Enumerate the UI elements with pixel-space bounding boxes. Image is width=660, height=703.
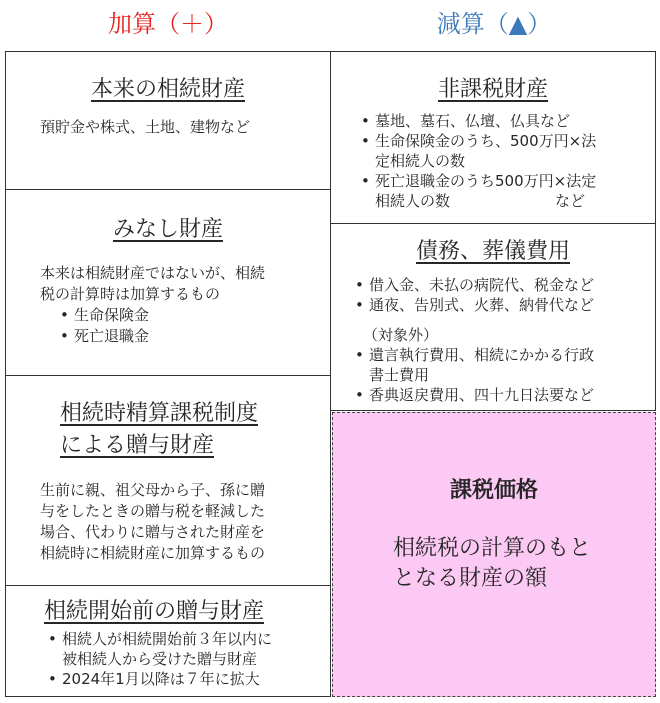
item-line: • 生命保険金のうち、500万円×法 xyxy=(375,132,597,150)
list-item xyxy=(359,111,655,131)
list-item xyxy=(359,171,655,211)
debts-funeral-title: 債務、葬儀費用 xyxy=(415,239,570,264)
header-subtraction: 減算（▲） xyxy=(436,10,552,38)
deemed-property-desc xyxy=(40,263,330,305)
deemed-property-list xyxy=(58,305,330,347)
list-item xyxy=(46,629,330,669)
deemed-desc-line: 本来は相続財産ではないが、相続 xyxy=(40,264,266,282)
excluded-list xyxy=(353,345,655,405)
title-line: による贈与財産 xyxy=(60,433,215,458)
item-line: • 墓地、墓石、仏壇、仏具など xyxy=(375,112,571,130)
settlement-gift-desc xyxy=(40,480,330,564)
deemed-property-title: みなし財産 xyxy=(112,217,223,242)
box-deemed-property xyxy=(5,189,331,376)
list-item xyxy=(353,345,655,385)
title-line: 相続時精算課税制度 xyxy=(60,401,259,426)
item-line: 定相続人の数 xyxy=(375,152,466,170)
inherent-property-desc: 預貯金や株式、土地、建物など xyxy=(40,118,251,136)
desc-line: 与をしたときの贈与税を軽減した xyxy=(40,502,266,520)
list-item xyxy=(359,131,655,171)
item-line: 相続人の数 など xyxy=(375,192,586,210)
box-taxable-value xyxy=(332,412,656,697)
list-item xyxy=(46,669,330,689)
taxable-value-desc xyxy=(393,534,655,594)
inherent-property-title: 本来の相続財産 xyxy=(90,77,245,102)
box-settlement-taxation-gift xyxy=(5,375,331,586)
list-item: • 生命保険金 xyxy=(58,305,330,326)
header-addition: 加算（＋） xyxy=(108,10,228,38)
settlement-gift-title xyxy=(60,398,330,462)
taxable-value-title: 課税価格 xyxy=(449,478,538,503)
list-item: • 通夜、告別式、火葬、納骨代など xyxy=(353,295,655,315)
pre-inheritance-gift-list xyxy=(46,629,330,689)
tax-exempt-title: 非課税財産 xyxy=(437,77,548,102)
desc-line: 生前に親、祖父母から子、孫に贈 xyxy=(40,481,266,499)
item-line: • 死亡退職金のうち500万円×法定 xyxy=(375,172,597,190)
desc-line: 相続時に相続財産に加算するもの xyxy=(40,544,266,562)
box-debts-funeral xyxy=(330,223,656,411)
box-pre-inheritance-gift xyxy=(5,585,331,697)
debts-funeral-list xyxy=(353,275,655,315)
tax-exempt-list xyxy=(359,111,655,211)
list-item xyxy=(353,385,655,405)
pre-inheritance-gift-title: 相続開始前の贈与財産 xyxy=(44,599,265,624)
deemed-desc-line: 税の計算時は加算するもの xyxy=(40,285,221,303)
item-line: 書士費用 xyxy=(369,366,430,384)
box-tax-exempt-property xyxy=(330,51,656,224)
desc-line: 相続税の計算のもと xyxy=(393,536,592,561)
excluded-label: （対象外） xyxy=(363,326,439,344)
item-line: • 相続人が相続開始前３年以内に xyxy=(62,630,273,648)
list-item: • 死亡退職金 xyxy=(58,326,330,347)
desc-line: となる財産の額 xyxy=(393,566,548,591)
box-inherent-property xyxy=(5,51,331,190)
item-line: • 遺言執行費用、相続にかかる行政 xyxy=(369,346,595,364)
list-item: • 借入金、未払の病院代、税金など xyxy=(353,275,655,295)
item-line: • 2024年1月以降は７年に拡大 xyxy=(62,670,260,688)
desc-line: 場合、代わりに贈与された財産を xyxy=(40,523,266,541)
item-line: • 香典返戻費用、四十九日法要など xyxy=(369,386,595,404)
item-line: 被相続人から受けた贈与財産 xyxy=(62,650,258,668)
